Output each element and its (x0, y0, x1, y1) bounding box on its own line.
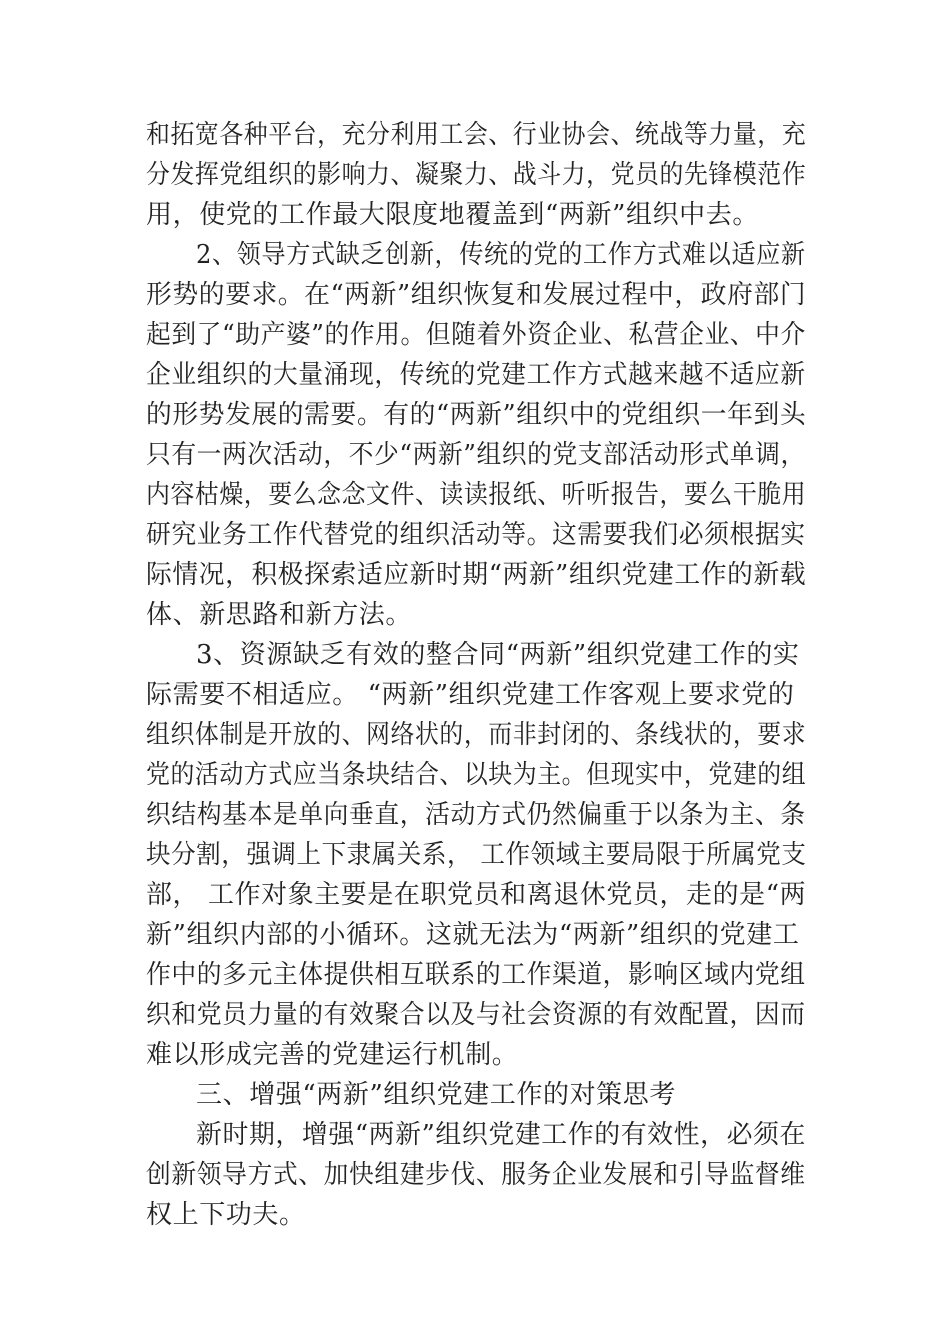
text-line: 组织体制是开放的、网络状的，而非封闭的、条线状的，要求 (146, 720, 807, 750)
text-line: 织和党员力量的有效聚合以及与社会资源的有效配置，因而 (146, 1000, 806, 1030)
text-line: 研究业务工作代替党的组织活动等。这需要我们必须根据实 (146, 520, 806, 550)
text-line: 新”组织内部的小循环。这就无法为“两新”组织的党建工 (146, 920, 800, 950)
text-line: 分发挥党组织的影响力、凝聚力、战斗力，党员的先锋模范作 (146, 160, 807, 190)
section-heading: 三、增强“两新”组织党建工作的对策思考 (196, 1080, 676, 1110)
text-line: 作中的多元主体提供相互联系的工作渠道，影响区域内党组 (146, 960, 806, 990)
text-line: 际需要不相适应。 “两新”组织党建工作客观上要求党的 (146, 680, 795, 710)
text-line: 形势的要求。在“两新”组织恢复和发展过程中，政府部门 (146, 280, 807, 310)
paragraph-first-line: 新时期，增强“两新”组织党建工作的有效性，必须在 (196, 1120, 806, 1150)
text-line: 党的活动方式应当条块结合、以块为主。但现实中，党建的组 (146, 760, 807, 790)
text-line: 难以形成完善的党建运行机制。 (146, 1040, 519, 1070)
text-line: 织结构基本是单向垂直，活动方式仍然偏重于以条为主、条 (146, 800, 806, 830)
text-line: 权上下功夫。 (146, 1200, 306, 1230)
text-line: 企业组织的大量涌现，传统的党建工作方式越来越不适应新 (146, 360, 806, 390)
text-line: 内容枯燥，要么念念文件、读读报纸、听听报告，要么干脆用 (146, 480, 807, 510)
text-line: 只有一两次活动，不少“两新”组织的党支部活动形式单调， (146, 440, 806, 470)
text-line: 的形势发展的需要。有的“两新”组织中的党组织一年到头 (146, 400, 807, 430)
text-line: 起到了“助产婆”的作用。但随着外资企业、私营企业、中介 (146, 320, 806, 350)
text-line: 创新领导方式、加快组建步伐、服务企业发展和引导监督维 (146, 1160, 806, 1190)
text-line: 用，使党的工作最大限度地覆盖到“两新”组织中去。 (146, 200, 759, 230)
text-line: 部， 工作对象主要是在职党员和离退休党员，走的是“两 (146, 880, 807, 910)
text-line: 体、新思路和新方法。 (146, 600, 413, 630)
text-line: 块分割，强调上下隶属关系， 工作领域主要局限于所属党支 (146, 840, 807, 870)
text-line: 际情况，积极探索适应新时期“两新”组织党建工作的新载 (146, 560, 807, 590)
text-line: 和拓宽各种平台，充分利用工会、行业协会、统战等力量，充 (146, 120, 807, 150)
paragraph-first-line: 2、领导方式缺乏创新，传统的党的工作方式难以适应新 (196, 240, 806, 270)
paragraph-first-line: 3、资源缺乏有效的整合同“两新”组织党建工作的实 (196, 640, 800, 670)
